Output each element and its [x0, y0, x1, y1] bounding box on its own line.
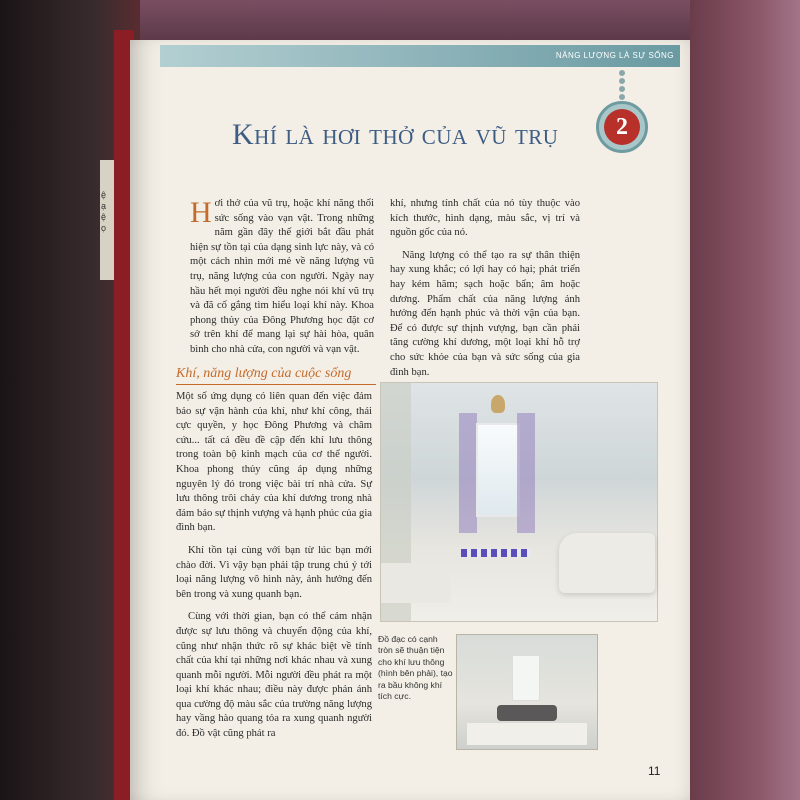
dropcap-letter: H: [190, 196, 212, 229]
chapter-number: 2: [604, 109, 640, 145]
intro-text: ơi thở của vũ trụ, hoặc khí năng thổi sức sống vào vạn vật. Trong những năm gần đây thế giới bắt đầu phát hiện sự tồn tại của dạng sinh lực này, và có một cách nhìn mới mẻ về năng lượng vũ trụ, năng lượng của con người. Ngày nay hầu hết mọi người đều nghe nói khí vũ trụ và đã cố gắng tìm hiểu loại khí này. Khoa phong thủy của Đông Phương học đặt cơ sở trên khí để mang lại sự hài hòa, quân bình cho nhà cửa, con người và vạn vật.: [190, 198, 374, 355]
section-heading: Khí, năng lượng của cuộc sống: [176, 366, 352, 381]
background-right: [690, 0, 800, 800]
right-paragraph: khí, nhưng tính chất của nó tùy thuộc vào kích thước, hình dạng, màu sắc, vị trí và nguồn gốc của nó.: [390, 198, 580, 239]
intro-column: [190, 197, 374, 366]
living-room-photo: [380, 382, 658, 622]
chapter-badge: [596, 101, 648, 153]
running-head: NĂNG LƯỢNG LÀ SỰ SỐNG: [555, 51, 674, 60]
intro-paragraph: [190, 197, 374, 358]
chandelier-icon: [491, 395, 505, 413]
adjacent-page-text: ệ ạ ệ ọ: [101, 190, 107, 233]
section-paragraph: Khí tồn tại cùng với bạn từ lúc bạn mới chào đời. Vì vậy bạn phải tập trung chú ý tới loại năng lượng vô hình này, ảnh hưởng đến bên trong và xung quanh bạn.: [176, 544, 372, 600]
page-title: Khí là hơi thở của vũ trụ: [232, 118, 559, 151]
right-paragraph: Năng lượng có thể tạo ra sự thân thiện hay xung khắc; có lợi hay có hại; phát triển hay kém hãm; sạch hoặc bẩn; âm hoặc dương. Phẩm chất của năng lượng ảnh hưởng đến hạnh phúc và thời vận của bạn. Để có được sự thịnh vượng, bạn cần phải tăng cường khí dương, một loại khí hỗ trợ cho sức khỏe của bạn và sức sống của gia đình bạn.: [390, 249, 580, 378]
photo-caption: Đồ đạc có cạnh tròn sẽ thuận tiện cho khí lưu thông (hình bên phải), tạo ra bầu không khí tích cực.: [378, 634, 453, 702]
room-thumbnail-photo: [456, 634, 598, 750]
section-paragraph: Cùng với thời gian, bạn có thể cảm nhận được sự lưu thông và chuyển động của khí, cũng như nhận thức rõ sự khác biệt về tính chất của khí tại những nơi khác nhau và xung quanh mỗi người. Mỗi người đều phát ra một loại khí khác nhau; điều này được phản ánh qua cường độ màu sắc của trường năng lượng hay vầng hào quang tỏa ra xung quanh người đó. Đồ vật cũng phát ra: [176, 611, 372, 740]
section-paragraph: Một số ứng dụng có liên quan đến việc đảm bảo sự vận hành của khí, như khí công, thái cực quyền, y học Đông Phương và châm cứu... tất cả đều đề cập đến khí lưu thông trong toàn bộ kinh mạch của cơ thể người. Khoa phong thủy cũng áp dụng những nguyên lý đó trong việc bài trí nhà cửa. Sự lưu thông trôi chảy của khí dương trong nhà đảm bảo sự thịnh vượng và hạnh phúc của gia đình bạn.: [176, 391, 372, 534]
section-column: [176, 384, 372, 750]
decorative-dots: [612, 68, 632, 102]
page-number: 11: [648, 764, 661, 778]
right-column: [390, 197, 580, 388]
